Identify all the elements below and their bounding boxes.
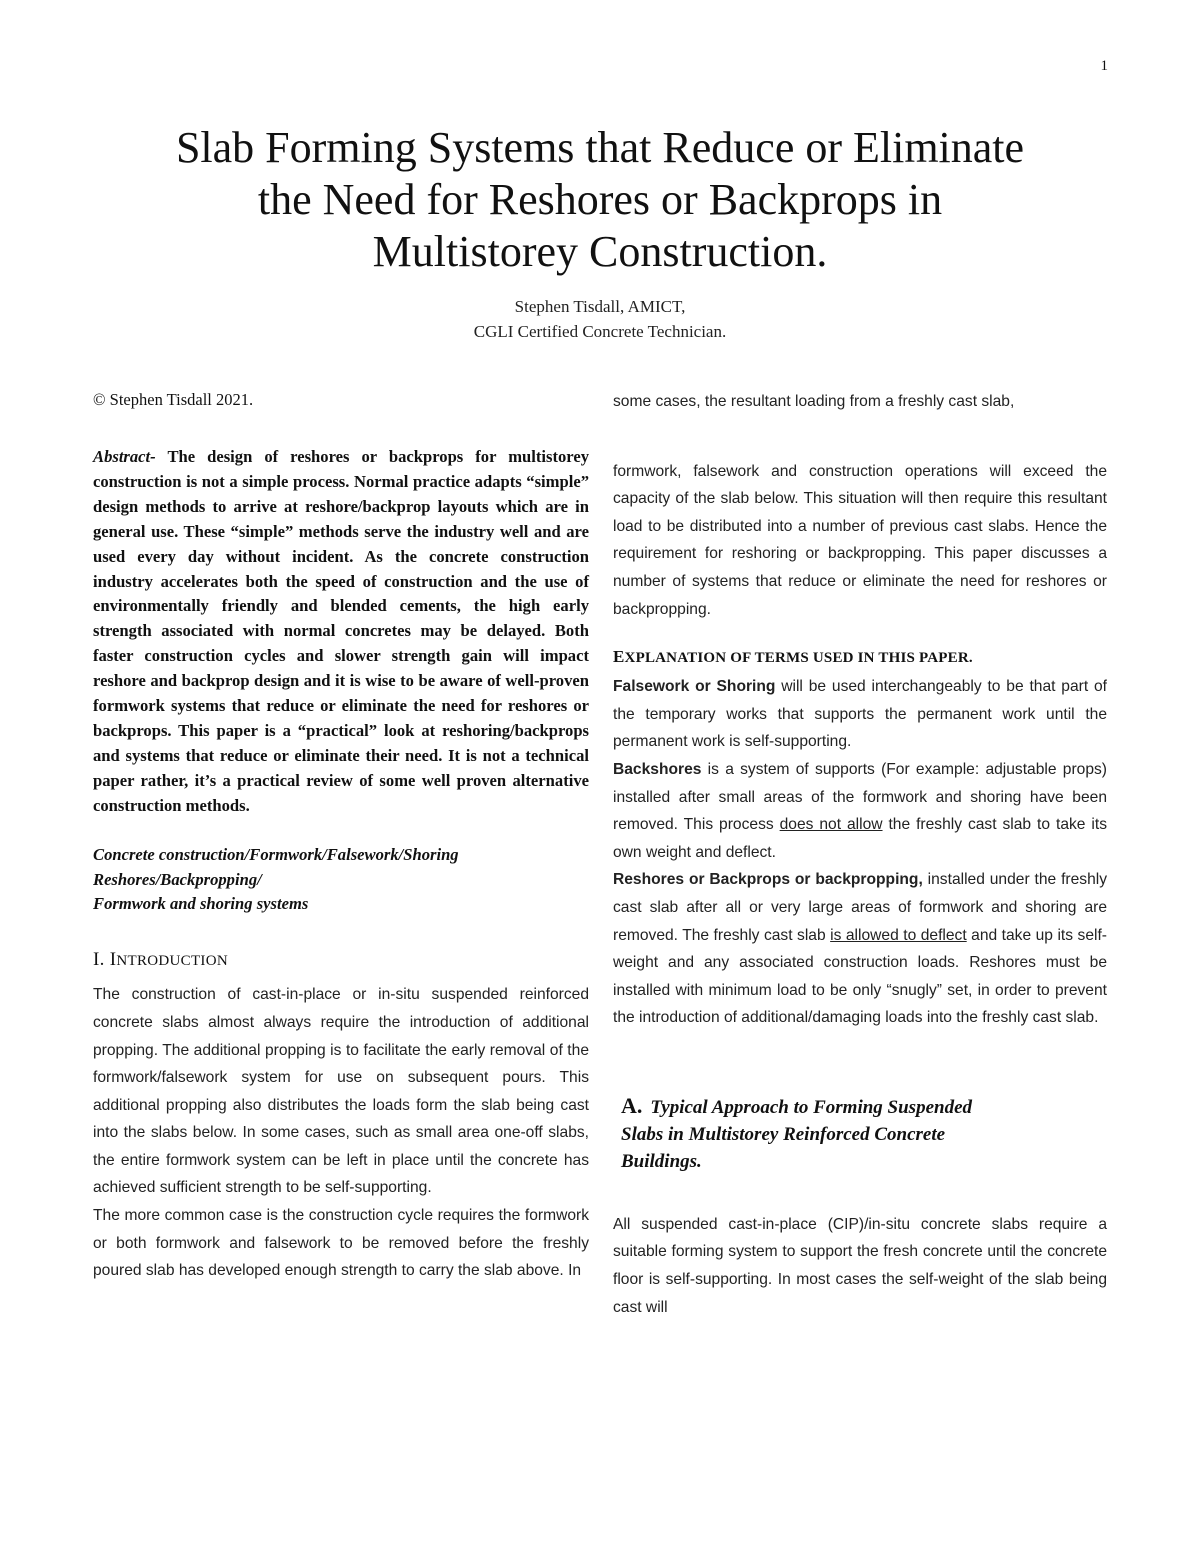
term-definition-falsework	[613, 673, 1107, 756]
term-text: and take up its self-weight and any associated construction loads. Reshores must be installed with minimum load to be only “snugly” set, in order to prevent the introduction of additional/damaging loads into the freshly cast slab.	[613, 926, 1107, 1027]
section-heading-number: I. I	[93, 949, 117, 971]
keyword-line: Reshores/Backpropping/	[93, 869, 262, 889]
section-heading-text: NTRODUCTION	[116, 953, 228, 970]
abstract-text: The design of reshores or backprops for multistorey construction is not a simple process. Normal practice adapts “simple” design methods to arrive at reshore/backprop layouts which are in general use. These “simple” methods serve the industry well and are used every day without incident. As the concrete construction industry accelerates both the speed of construction and the use of environmentally friendly and blended cements, the high early strength associated with normal concretes may be delayed. Both faster construction cycles and slower strength gain will impact reshore and backprop design and it is wise to be aware of well-proven formwork systems that reduce or eliminate the need for reshores or backprops. This paper is a “practical” look at reshoring/backprops and systems that reduce or eliminate their need. It is not a technical paper rather, it’s a practical review of some well proven alternative construction methods.	[93, 447, 589, 815]
terms-heading-initial: E	[613, 647, 625, 667]
author-credential: CGLI Certified Concrete Technician.	[473, 322, 727, 341]
copyright-notice: © Stephen Tisdall 2021.	[93, 390, 254, 409]
title-line: Slab Forming Systems that Reduce or Eliminate	[175, 123, 1025, 172]
intro-paragraph: The construction of cast-in-place or in-situ suspended reinforced concrete slabs almost always require the introduction of additional propping. The additional propping is to facilitate the early removal of the formwork/falsework system for use on subsequent pours. This additional propping also distributes the loads form the slab being cast into the slabs below. In some cases, such as small area one-off slabs, the entire formwork system can be left in place until the concrete has achieved sufficient strength to be self-supporting.	[93, 986, 589, 1197]
subsection-letter: A.	[621, 1092, 643, 1118]
term-text: the freshly cast slab to take its own weight and deflect.	[613, 816, 1107, 861]
terms-heading	[613, 647, 1107, 667]
keyword-line: Formwork and shoring systems	[93, 894, 309, 914]
subsection-line	[621, 1092, 1107, 1121]
intro-paragraph: The more common case is the construction cycle requires the formwork or both formwork and falsework to be removed before the freshly poured slab has developed enough strength to carry the slab above. In	[93, 1207, 589, 1280]
term-text: installed under the freshly cast slab after all or very large areas of formwork and shoring are removed. The freshly cast slab	[613, 871, 1107, 944]
title-line: the Need for Reshores or Backprops in	[257, 175, 943, 224]
keywords	[93, 843, 589, 918]
term-name: Reshores or Backprops or backpropping,	[613, 871, 923, 889]
keyword-line: Concrete construction/Formwork/Falsework/Shoring	[93, 844, 459, 864]
abstract	[93, 445, 589, 819]
left-column	[93, 388, 589, 1285]
term-emphasis: is allowed to deflect	[830, 926, 967, 944]
subsection-line: Slabs in Multistorey Reinforced Concrete	[621, 1123, 946, 1145]
abstract-label: Abstract-	[93, 447, 156, 466]
subsection-title-text: Typical Approach to Forming Suspended	[650, 1096, 973, 1118]
paper-title	[100, 122, 1100, 278]
term-name: Falsework or Shoring	[613, 678, 776, 696]
continued-paragraph: some cases, the resultant loading from a freshly cast slab,	[613, 393, 1015, 410]
term-emphasis: does not allow	[779, 816, 883, 834]
terms-heading-text: XPLANATION OF TERMS USED IN THIS PAPER.	[624, 650, 973, 667]
title-line: Multistorey Construction.	[372, 227, 828, 276]
right-column	[613, 388, 1107, 1321]
author-block	[100, 294, 1100, 344]
subsection-paragraph: All suspended cast-in-place (CIP)/in-situ concrete slabs require a suitable forming system to support the fresh concrete until the concrete floor is self-supporting. In most cases the self-weight of the slab being cast will	[613, 1215, 1107, 1316]
term-definition-backshores	[613, 756, 1107, 866]
subsection-heading	[621, 1092, 1107, 1175]
author-name: Stephen Tisdall, AMICT,	[514, 297, 686, 316]
subsection-line: Buildings.	[621, 1150, 702, 1172]
term-text: will be used interchangeably to be that part of the temporary works that supports the permanent work until the permanent work is self-supporting.	[613, 678, 1107, 751]
body-paragraph: formwork, falsework and construction operations will exceed the capacity of the slab below. This situation will then require this resultant load to be distributed into a number of previous cast slabs. Hence the requirement for reshoring or backpropping. This paper discusses a number of systems that reduce or eliminate the need for reshores or backpropping.	[613, 462, 1107, 618]
term-name: Backshores	[613, 760, 702, 778]
term-definition-reshores	[613, 866, 1107, 1032]
term-text: is a system of supports (For example: adjustable props) installed after small areas of the formwork and shoring have been removed. This process	[613, 760, 1107, 834]
section-heading-introduction	[93, 949, 589, 971]
page-number: 1	[1100, 58, 1108, 74]
